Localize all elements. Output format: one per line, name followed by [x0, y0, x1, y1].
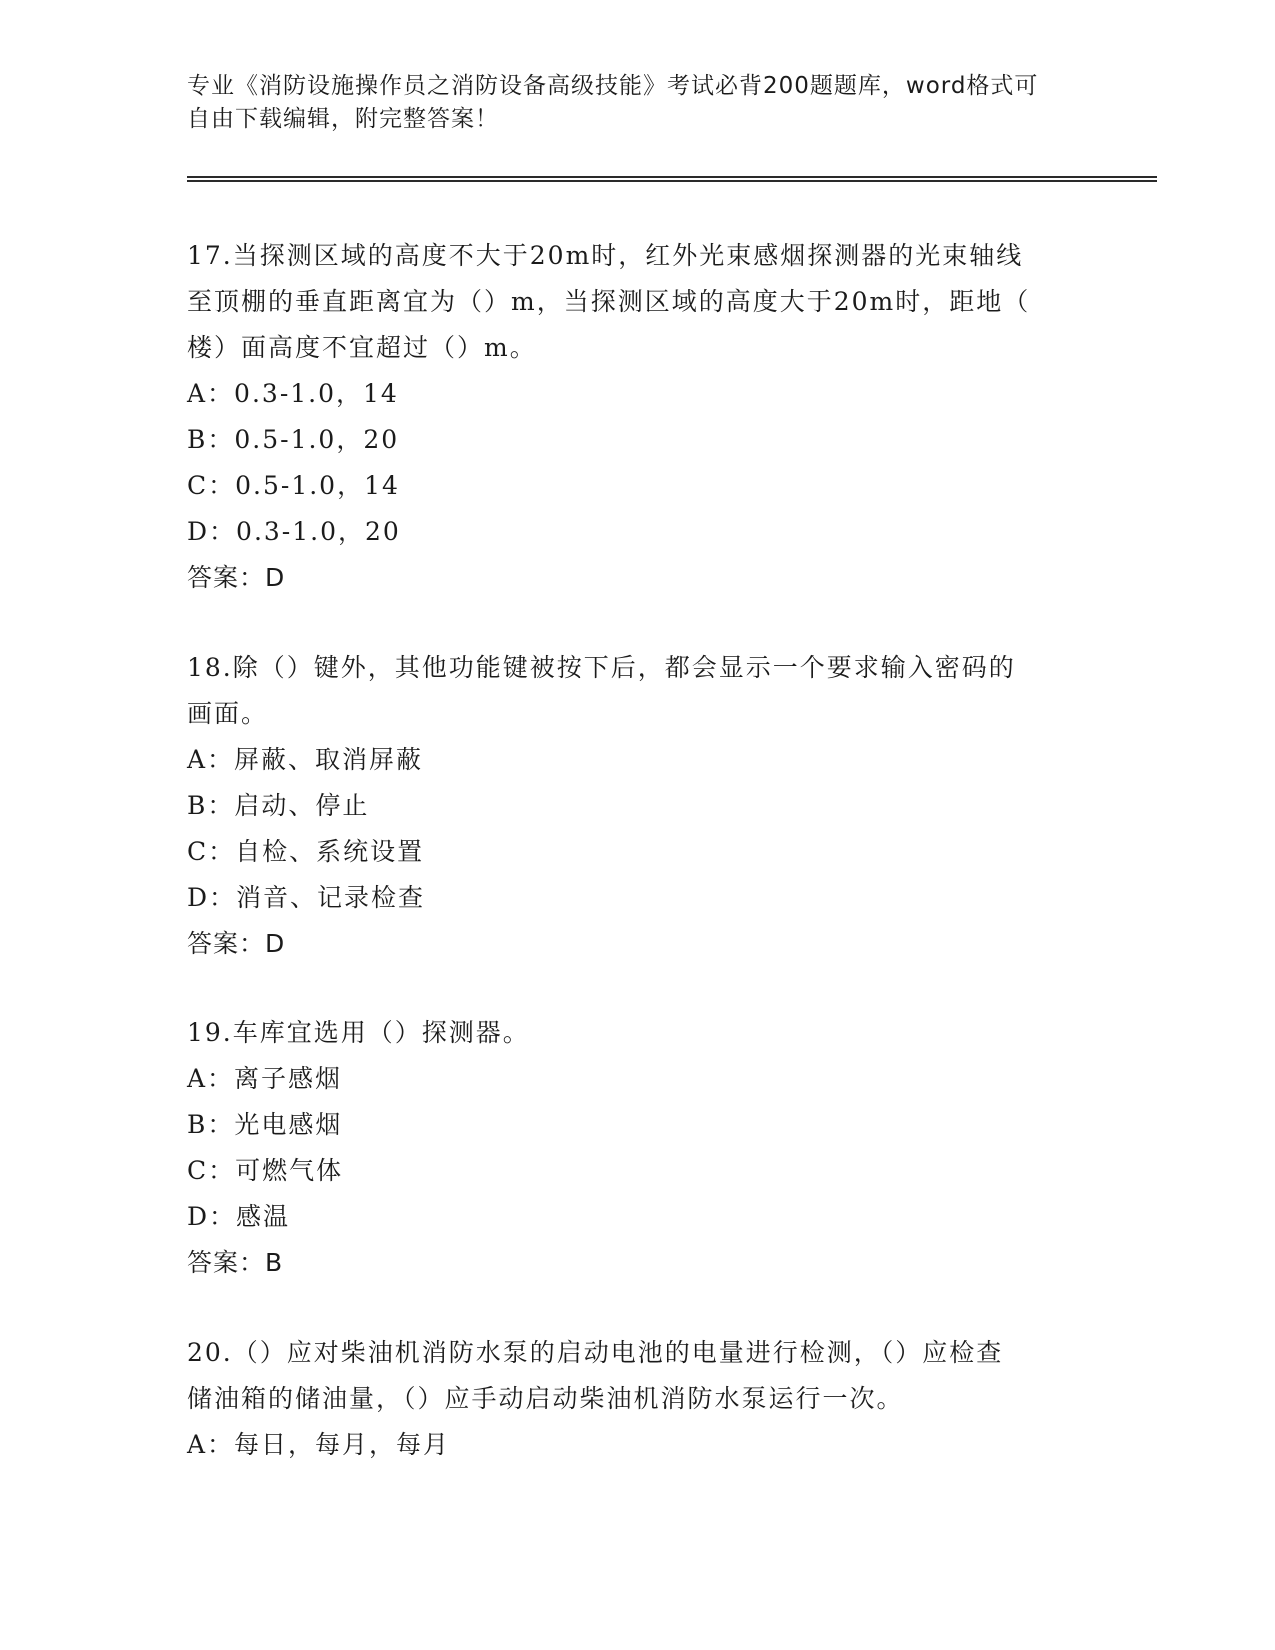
question-19 [187, 1010, 1077, 1286]
option-a: A：屏蔽、取消屏蔽 [187, 745, 424, 774]
option-d: D：感温 [187, 1202, 291, 1231]
option-c: C：自检、系统设置 [187, 837, 425, 866]
option-b: B：0.5-1.0，20 [187, 425, 400, 454]
option-b: B：光电感烟 [187, 1110, 343, 1139]
answer-line: 答案：B [187, 1248, 284, 1277]
question-stem-line: 19.车库宜选用（）探测器。 [187, 1018, 530, 1047]
question-stem-line: 17.当探测区域的高度不大于20m时，红外光束感烟探测器的光束轴线 [187, 241, 1024, 270]
answer-line: 答案：D [187, 929, 286, 958]
question-20 [187, 1330, 1077, 1468]
option-c: C：可燃气体 [187, 1156, 344, 1185]
option-b: B：启动、停止 [187, 791, 370, 820]
question-stem-line: 20.（）应对柴油机消防水泵的启动电池的电量进行检测，（）应检查 [187, 1338, 1004, 1367]
question-stem-line: 18.除（）键外，其他功能键被按下后，都会显示一个要求输入密码的 [187, 653, 1016, 682]
question-stem-line: 储油箱的储油量，（）应手动启动柴油机消防水泵运行一次。 [187, 1384, 904, 1413]
answer-line: 答案：D [187, 563, 286, 592]
option-a: A：0.3-1.0，14 [187, 379, 399, 408]
option-d: D：0.3-1.0，20 [187, 517, 401, 546]
document-header [187, 70, 1087, 136]
question-18 [187, 645, 1077, 967]
header-divider [187, 176, 1157, 182]
question-17 [187, 233, 1077, 601]
option-c: C：0.5-1.0，14 [187, 471, 400, 500]
option-a: A：每日，每月，每月 [187, 1430, 451, 1459]
header-line-1: 专业《消防设施操作员之消防设备高级技能》考试必背200题题库，word格式可 [187, 73, 1039, 99]
option-d: D：消音、记录检查 [187, 883, 426, 912]
option-a: A：离子感烟 [187, 1064, 343, 1093]
question-stem-line: 画面。 [187, 699, 269, 728]
question-stem-line: 至顶棚的垂直距离宜为（）m，当探测区域的高度大于20m时，距地（ [187, 287, 1031, 316]
question-stem-line: 楼）面高度不宜超过（）m。 [187, 333, 537, 362]
header-line-2: 自由下载编辑，附完整答案！ [187, 106, 499, 132]
